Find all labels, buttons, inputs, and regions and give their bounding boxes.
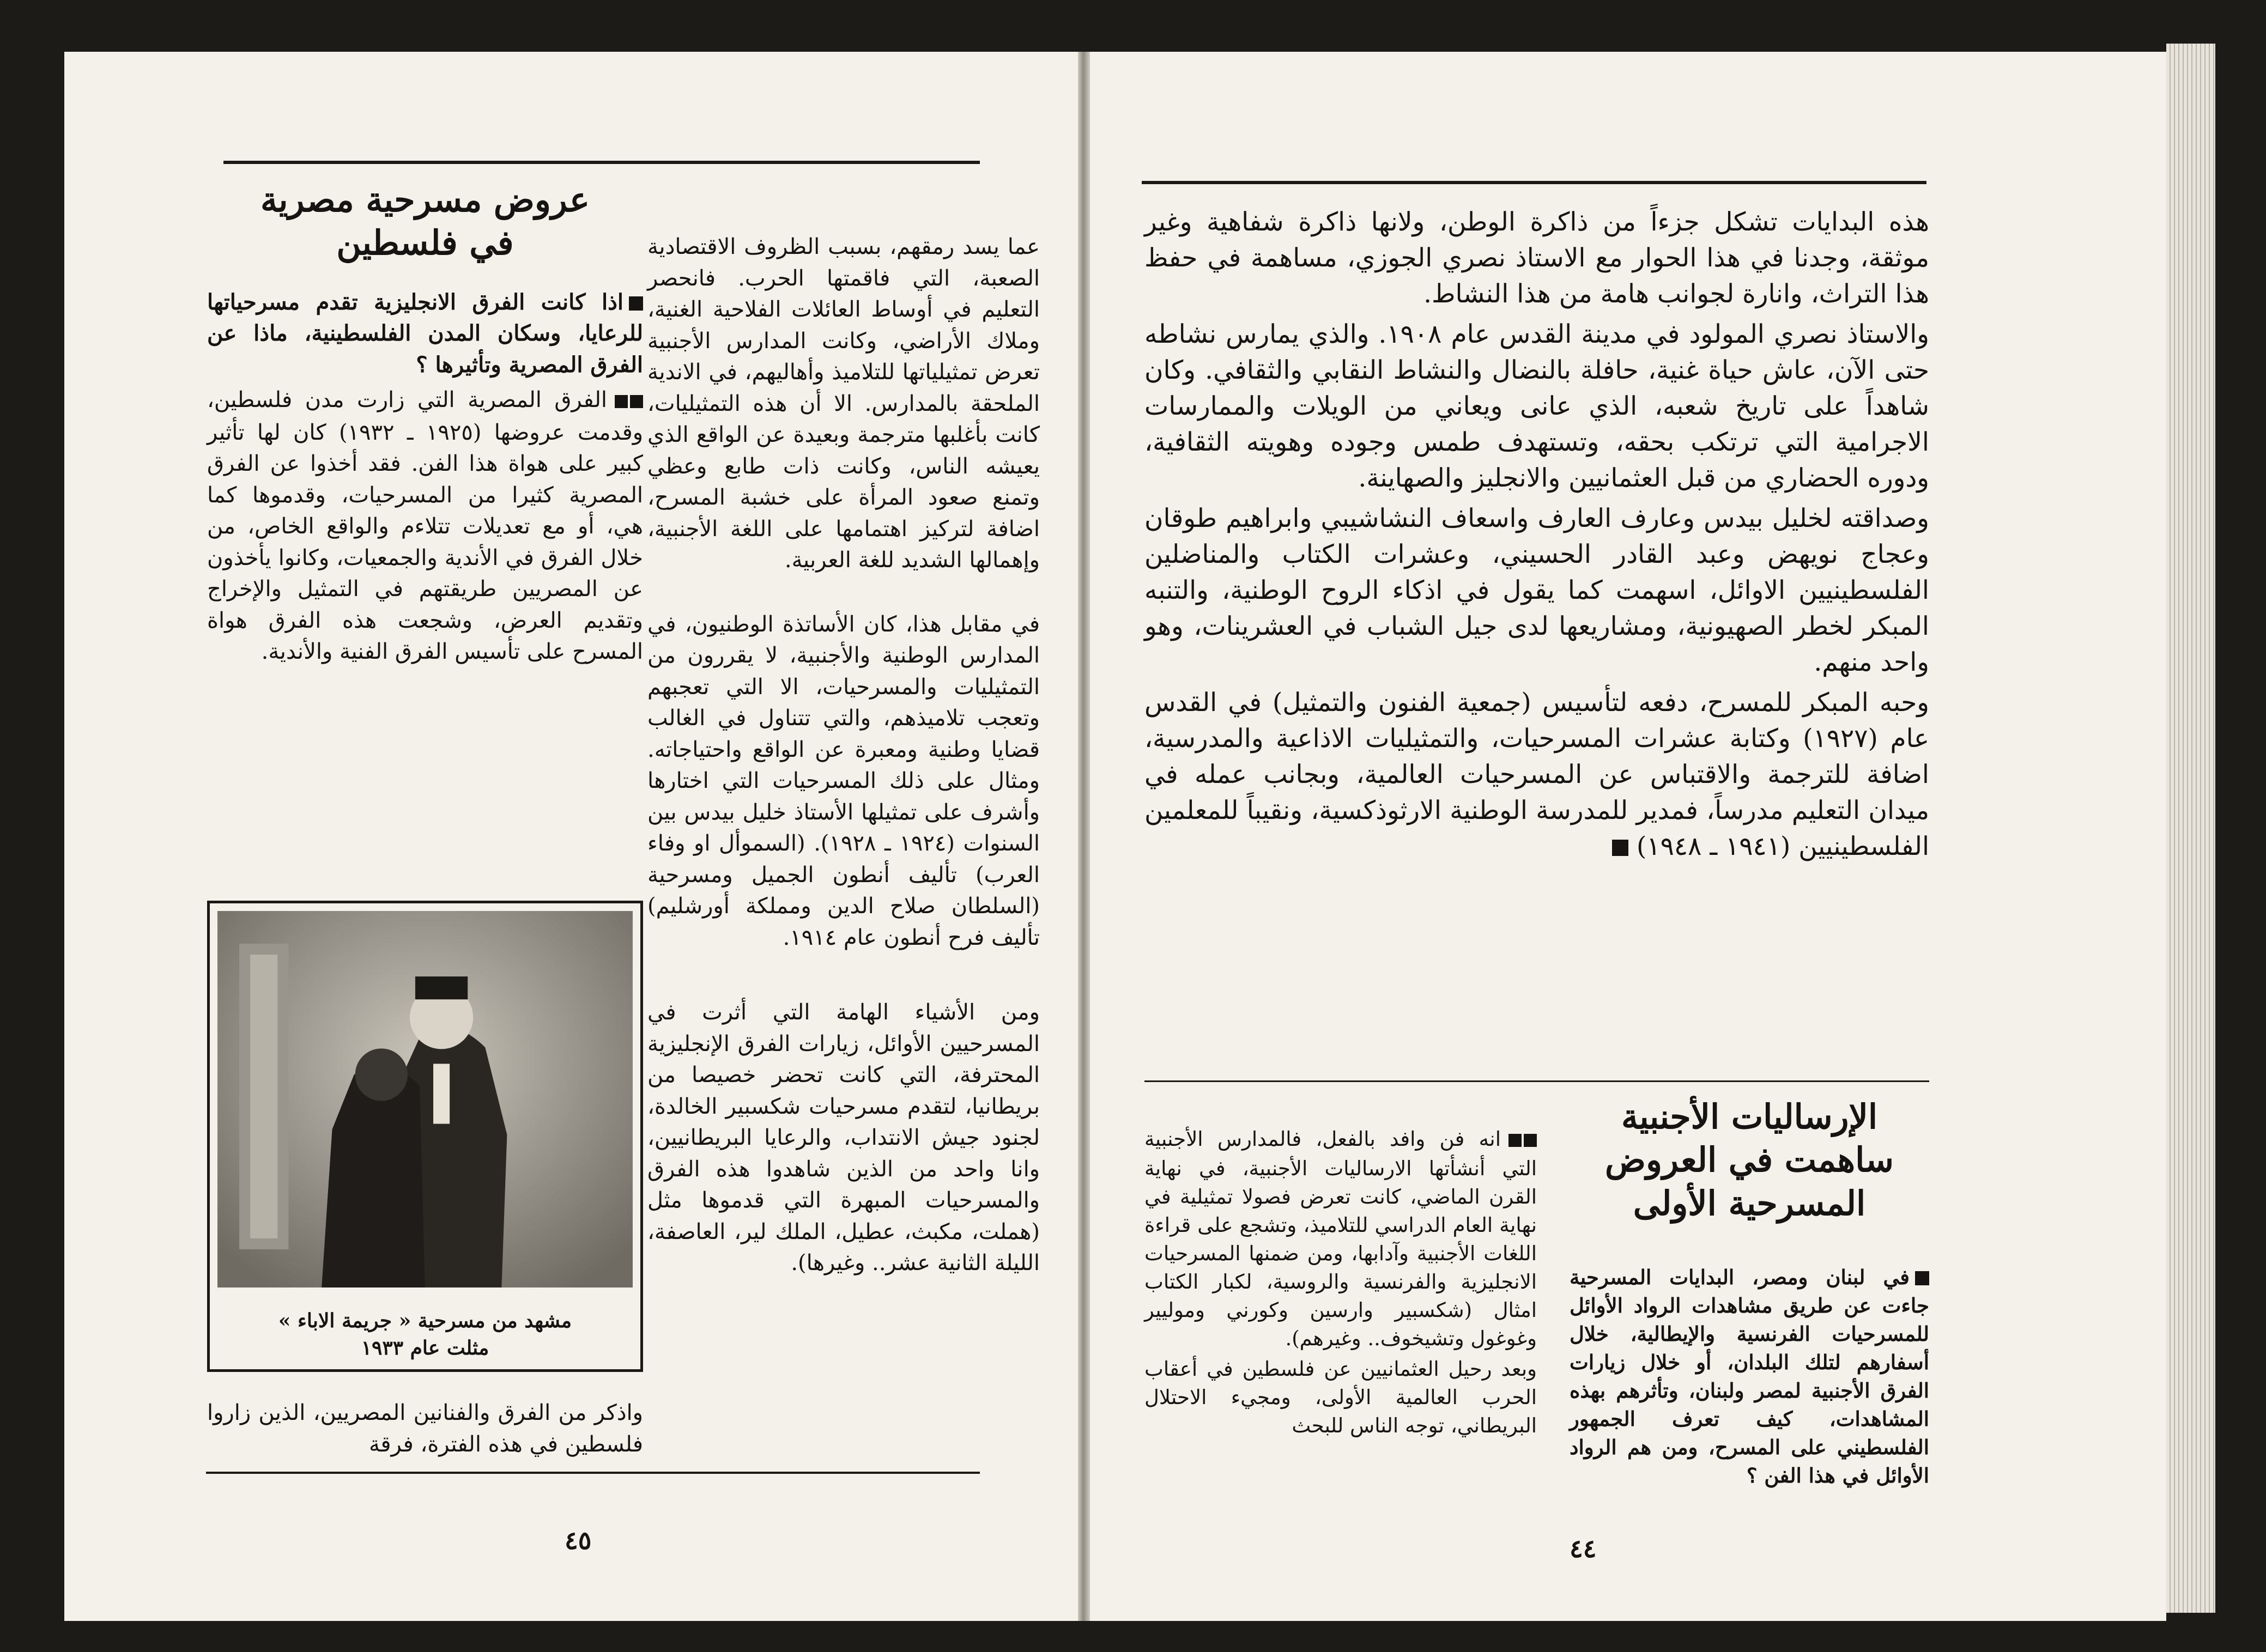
bottom-rule xyxy=(206,1472,980,1474)
interview-question: في لبنان ومصر، البدايات المسرحية جاءت عن طريق مشاهدات الرواد الأوائل للمسرحيات الفرنسية والإيطالية، خلال أسفارهم لتلك البلدان، أو خلال زيارات الفرق الأجنبية لمصر ولبنان، وتأثرهم بهذه المشاهدات، كيف تعرف الجمهور الفلسطيني على المسرح، ومن هم الرواد الأوائل في هذا الفن ؟ xyxy=(1570,1265,1929,1488)
left-page xyxy=(64,52,1078,1621)
page-number: ٤٥ xyxy=(565,1526,592,1555)
book-gutter xyxy=(1078,52,1090,1621)
section-rule xyxy=(1144,1080,1929,1082)
interview-question: اذا كانت الفرق الانجليزية تقدم مسرحياتها للرعايا، وسكان المدن الفلسطينية، ماذا عن الفرق المصرية وتأثيرها ؟ xyxy=(207,289,643,378)
paragraph: وبعد رحيل العثمانيين عن فلسطين في أعقاب الحرب العالمية الأولى، ومجيء الاحتلال البريطاني، توجه الناس للبحث xyxy=(1144,1357,1537,1437)
intro-section xyxy=(1144,204,1929,865)
square-bullet-icon xyxy=(1915,1271,1929,1285)
left-page-left-column xyxy=(647,232,1040,1279)
top-rule xyxy=(1142,181,1926,184)
right-page-right-column xyxy=(1570,1095,1929,1490)
photo-figure xyxy=(207,901,643,1372)
page-number: ٤٤ xyxy=(1570,1534,1597,1563)
page-edges xyxy=(2166,44,2215,1613)
section-heading: الإرساليات الأجنبية ساهمت في العروض المسرحية الأولى xyxy=(1605,1097,1894,1223)
square-bullet-icon xyxy=(1612,840,1628,856)
square-bullet-icon xyxy=(629,296,643,311)
interview-answer: انه فن وافد بالفعل، فالمدارس الأجنبية التي أنشأتها الارساليات الأجنبية، في نهاية القرن الماضي، كانت تعرض فصولا تمثيلية في نهاية العام الدراسي للتلاميذ، وتشجع على قراءة اللغات الأجنبية وآدابها، ومن ضمنها المسرحيات الانجليزية والفرنسية والروسية، لكبار الكتاب امثال (شكسبير وارسين وكورني وموليير وغوغول وتشيخوف.. وغيرهم). xyxy=(1144,1127,1537,1350)
paragraph: ومن الأشياء الهامة التي أثرت في المسرحيين الأوائل، زيارات الفرق الإنجليزية المحترفة، التي كانت تحضر خصيصا من بريطانيا، لتقدم مسرحيات شكسبير الخالدة، لجنود جيش الانتداب، والرعايا البريطانيين، وانا واحد من الذين شاهدوا هذه الفرق والمسرحيات المبهرة التي قدموها مثل (هملت، مكبث، عطيل، الملك لير، العاصفة، الليلة الثانية عشر.. وغيرها). xyxy=(647,1000,1040,1276)
paragraph: هذه البدايات تشكل جزءاً من ذاكرة الوطن، ولانها ذاكرة شفاهية وغير موثقة، وجدنا في هذا الحوار مع الاستاذ نصري الجوزي، مساهمة في حفظ هذا التراث، وانارة لجوانب هامة من هذا النشاط. xyxy=(1144,207,1929,309)
paragraph: في مقابل هذا، كان الأساتذة الوطنيون، في المدارس الوطنية والأجنبية، لا يقررون من التمثيليات والمسرحيات، الا التي تعجبهم وتعجب تلاميذهم، والتي تتناول في الغالب قضايا وطنية ومعبرة عن الواقع واحتياجاته. ومثال على ذلك المسرحيات التي اختارها وأشرف على تمثيلها الأستاذ خليل بيدس بين السنوات (١٩٢٤ ـ ١٩٢٨). (السموأل او وفاء العرب) تأليف أنطون الجميل ومسرحية (السلطان صلاح الدين ومملكة أورشليم) تأليف فرح أنطون عام ١٩١٤. xyxy=(647,611,1040,950)
left-page-right-column xyxy=(207,178,643,668)
paragraph: عما يسد رمقهم، بسبب الظروف الاقتصادية الصعبة، التي فاقمتها الحرب. فانحصر التعليم في أوساط العائلات الفلاحية الغنية، وملاك الأراضي، وكانت المدارس الأجنبية تعرض تمثيلياتها للتلاميذ وأهاليهم، في الاندية الملحقة بالمدارس. الا أن هذه التمثيليات، كانت بأغلبها مترجمة وبعيدة عن الواقع الذي يعيشه الناس، وكانت ذات طابع وعظي وتمنع صعود المرأة على خشبة المسرح، اضافة لتركيز اهتمامها على اللغة الأجنبية، وإهمالها الشديد للغة العربية. xyxy=(647,234,1040,573)
paragraph: والاستاذ نصري المولود في مدينة القدس عام ١٩٠٨. والذي يمارس نشاطه حتى الآن، عاش حياة غنية، حافلة بالنضال والنشاط النقابي والثقافي. وكان شاهداً على تاريخ شعبه، الذي عانى ويعاني من الويلات والممارسات الاجرامية التي ترتكب بحقه، وتستهدف طمس وجوده وهويته الثقافية، ودوره الحضاري من قبل العثمانيين والانجليز والصهاينة. xyxy=(1144,319,1930,493)
double-square-bullet-icon xyxy=(613,386,643,417)
double-square-bullet-icon xyxy=(1506,1126,1537,1155)
left-page-right-column-bottom: واذكر من الفرق والفنانين المصريين، الذين زاروا فلسطين في هذه الفترة، فرقة xyxy=(207,1400,643,1457)
photo-image xyxy=(217,911,633,1287)
paragraph: وصداقته لخليل بيدس وعارف العارف واسعاف النشاشيبي وابراهيم طوقان وعجاج نويهض وعبد القادر الحسيني، وعشرات الكتاب والمناضلين الفلسطينيين الاوائل، اسهمت كما يقول في اذكاء الروح الوطنية، والتنبه المبكر لخطر الصهيونية، ومشاريعها لدى جيل الشباب في العشرينات، وهو واحد منهم. xyxy=(1144,503,1929,677)
right-page-left-column xyxy=(1144,1125,1537,1440)
right-page xyxy=(1090,52,2166,1621)
interview-answer: الفرق المصرية التي زارت مدن فلسطين، وقدمت عروضها (١٩٢٥ ـ ١٩٣٢) كان لها تأثير كبير على هواة هذا الفن. فقد أخذوا عن الفرق المصرية كثيرا من المسرحيات، وقدموها كما هي، أو مع تعديلات تتلاءم والواقع الخاص، من خلال الفرق في الأندية والجمعيات، وكانوا يأخذون عن المصريين طريقتهم في التمثيل والإخراج وتقديم العرض، وشجعت هذه الفرق هواة المسرح على تأسيس الفرق الفنية والأندية. xyxy=(207,385,643,668)
paragraph: وحبه المبكر للمسرح، دفعه لتأسيس (جمعية الفنون والتمثيل) في القدس عام (١٩٢٧) وكتابة عشرات المسرحيات، والتمثيليات الاذاعية والمدرسية، اضافة للترجمة والاقتباس عن المسرحيات العالمية، وبجانب عمله في ميدان التعليم مدرساً، فمدير للمدرسة الوطنية الارثوذكسية، ونقيباً للمعلمين الفلسطينيين (١٩٤١ ـ ١٩٤٨) xyxy=(1144,688,1929,861)
section-heading: عروض مسرحية مصرية في فلسطين xyxy=(260,180,590,263)
top-rule xyxy=(223,161,980,164)
photo-caption: مشهد من مسرحية « جريمة الاباء » مثلت عام ١٩٣٣ xyxy=(278,1309,572,1359)
